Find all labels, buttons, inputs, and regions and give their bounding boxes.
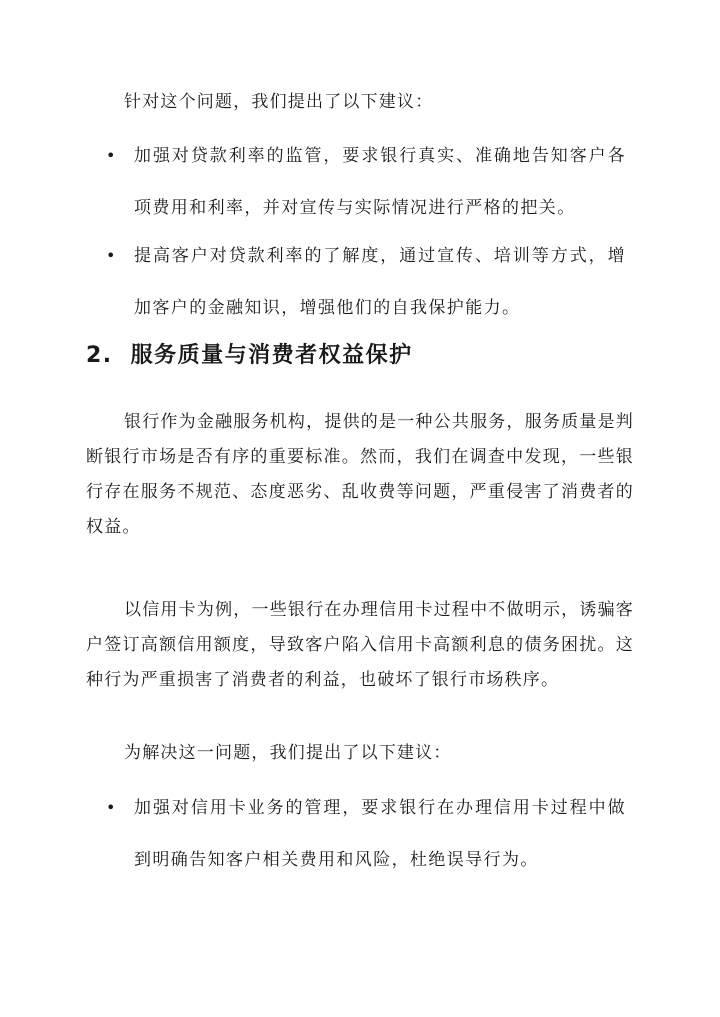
bullet-item-3 [106,782,626,886]
section-title: 服务质量与消费者权益保护 [130,343,413,368]
bullet-item-1 [106,130,626,234]
section-number: 2. [86,343,113,368]
bullet-dot: • [106,798,117,817]
intro-text-1: 针对这个问题，我们提出了以下建议： [124,92,434,112]
paragraph-1: 银行作为金融服务机构，提供的是一种公共服务，服务质量是判断银行市场是否有序的重要标准。然而，我们在调查中发现，一些银行存在服务不规范、态度恶劣、乱收费等问题，严重侵害了消费者的权益。 [86,412,634,537]
bullet-text: 加强对信用卡业务的管理，要求银行在办理信用卡过程中做到明确告知客户相关费用和风险，杜绝误导行为。 [134,798,626,870]
bullet-text: 加强对贷款利率的监管，要求银行真实、准确地告知客户各项费用和利率，并对宣传与实际情况进行严格的把关。 [134,146,626,218]
bullet-dot: • [106,246,117,265]
bullet-item-2 [106,230,626,334]
bullet-dot: • [106,146,117,165]
bullet-text: 提高客户对贷款利率的了解度，通过宣传、培训等方式，增加客户的金融知识，增强他们的自我保护能力。 [134,246,626,318]
section-heading [86,338,413,369]
paragraph-2: 以信用卡为例，一些银行在办理信用卡过程中不做明示，诱骗客户签订高额信用额度，导致客户陷入信用卡高额利息的债务困扰。这种行为严重损害了消费者的利益，也破坏了银行市场秩序。 [86,600,634,690]
intro-text-2: 为解决这一问题，我们提出了以下建议： [124,743,452,763]
